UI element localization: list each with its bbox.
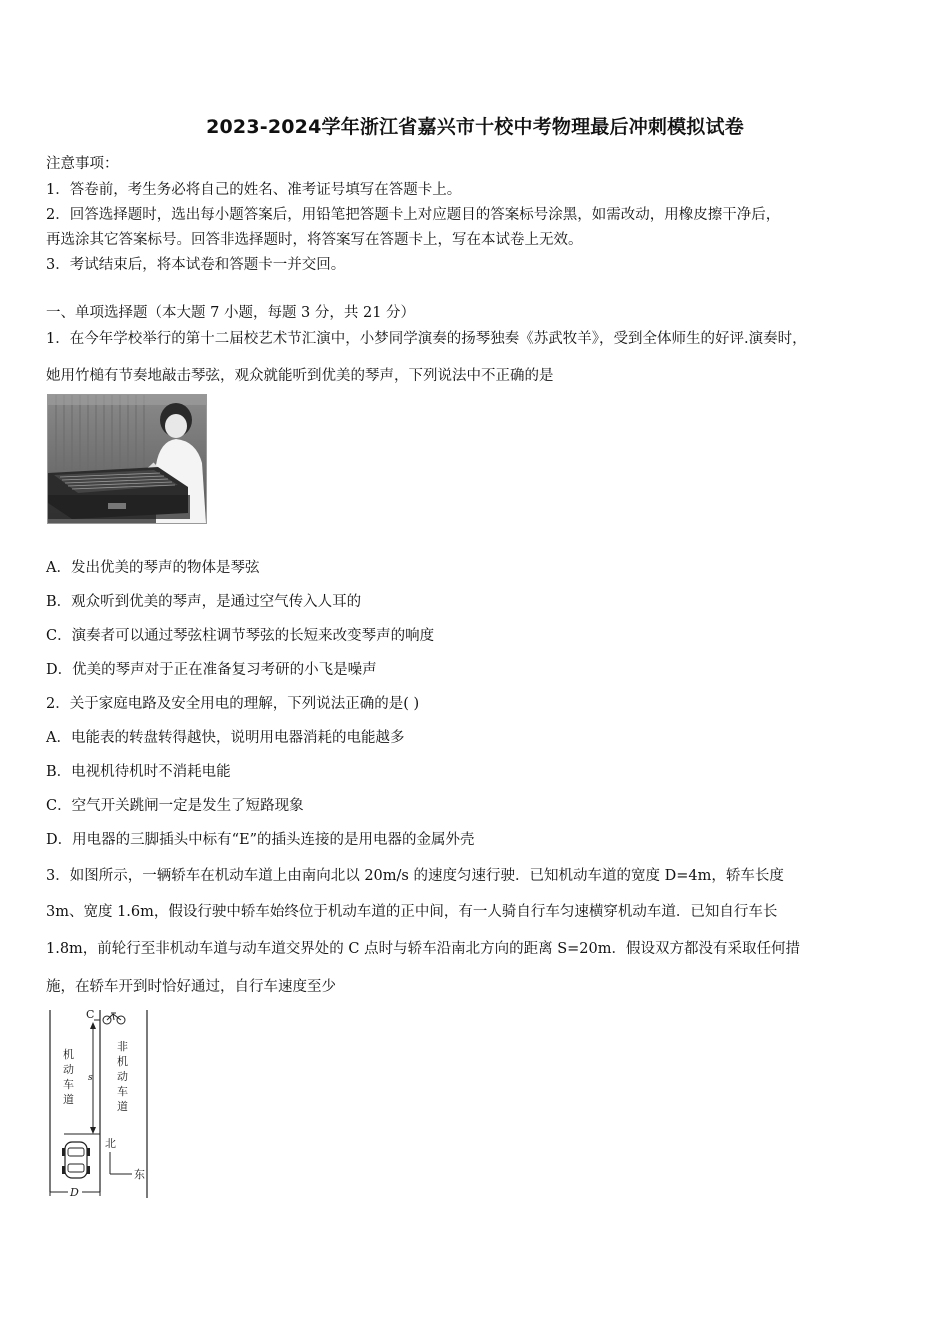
motor-lane-label: 动 xyxy=(63,1063,74,1076)
nonmotor-lane-label: 非 xyxy=(117,1040,128,1053)
dulcimer-photo xyxy=(47,394,207,524)
question-3-stem: 3．如图所示，一辆轿车在机动车道上由南向北以 20m/s 的速度匀速行驶．已知机动车道的宽度 D=4m，轿车长度 xyxy=(46,868,784,884)
point-c-label: C xyxy=(86,1008,95,1021)
road-diagram xyxy=(44,1006,156,1202)
motor-lane-label: 机 xyxy=(63,1048,74,1061)
question-1-stem: 1．在今年学校举行的第十二届校艺术节汇演中，小梦同学演奏的扬琴独奏《苏武牧羊》，受到全体师生的好评.演奏时， xyxy=(46,331,807,347)
nonmotor-lane-label: 机 xyxy=(117,1055,128,1068)
question-2-option-c: C．空气开关跳闸一定是发生了短路现象 xyxy=(46,798,304,814)
page-title: 2023-2024学年浙江省嘉兴市十校中考物理最后冲刺模拟试卷 xyxy=(206,116,744,138)
section-heading: 一、单项选择题（本大题 7 小题，每题 3 分，共 21 分） xyxy=(46,305,416,321)
notice-item: 1．答卷前，考生务必将自己的姓名、准考证号填写在答题卡上。 xyxy=(46,182,462,198)
motor-lane-label: 道 xyxy=(63,1093,74,1106)
north-label: 北 xyxy=(105,1137,116,1150)
width-d-label: D xyxy=(70,1186,79,1199)
question-3-stem: 3m、宽度 1.6m，假设行驶中轿车始终位于机动车道的正中间，有一人骑自行车匀速横穿机动车道．已知自行车长 xyxy=(46,904,778,920)
motor-lane-label: 车 xyxy=(63,1078,74,1091)
question-2-stem: 2．关于家庭电路及安全用电的理解，下列说法正确的是( ) xyxy=(46,696,420,712)
nonmotor-lane-label: 道 xyxy=(117,1100,128,1113)
notice-item: 3．考试结束后，将本试卷和答题卡一并交回。 xyxy=(46,257,346,273)
question-1-option-d: D．优美的琴声对于正在准备复习考研的小飞是噪声 xyxy=(46,662,377,678)
nonmotor-lane-label: 动 xyxy=(117,1070,128,1083)
question-1-stem: 她用竹槌有节奏地敲击琴弦，观众就能听到优美的琴声，下列说法中不正确的是 xyxy=(46,368,554,384)
east-label: 东 xyxy=(134,1168,145,1181)
bicycle-icon xyxy=(103,1013,125,1024)
nonmotor-lane-label: 车 xyxy=(117,1085,128,1098)
car-icon xyxy=(62,1142,90,1178)
notice-item: 再选涂其它答案标号。回答非选择题时，将答案写在答题卡上，写在本试卷上无效。 xyxy=(46,232,583,248)
question-3-stem: 1.8m，前轮行至非机动车道与动车道交界处的 C 点时与轿车沿南北方向的距离 S=20m．假设双方都没有采取任何措 xyxy=(46,941,801,957)
question-1-option-a: A．发出优美的琴声的物体是琴弦 xyxy=(46,560,260,576)
question-1-option-b: B．观众听到优美的琴声，是通过空气传入人耳的 xyxy=(46,594,362,610)
question-2-option-a: A．电能表的转盘转得越快，说明用电器消耗的电能越多 xyxy=(46,730,405,746)
notice-heading: 注意事项： xyxy=(46,156,119,172)
notice-item: 2．回答选择题时，选出每小题答案后，用铅笔把答题卡上对应题目的答案标号涂黑，如需改动，用橡皮擦干净后， xyxy=(46,207,781,223)
question-2-option-b: B．电视机待机时不消耗电能 xyxy=(46,764,231,780)
question-1-option-c: C．演奏者可以通过琴弦柱调节琴弦的长短来改变琴声的响度 xyxy=(46,628,435,644)
distance-s-label: s xyxy=(88,1073,93,1083)
question-3-stem: 施，在轿车开到时恰好通过，自行车速度至少 xyxy=(46,979,336,995)
question-2-option-d: D．用电器的三脚插头中标有“E”的插头连接的是用电器的金属外壳 xyxy=(46,832,475,848)
